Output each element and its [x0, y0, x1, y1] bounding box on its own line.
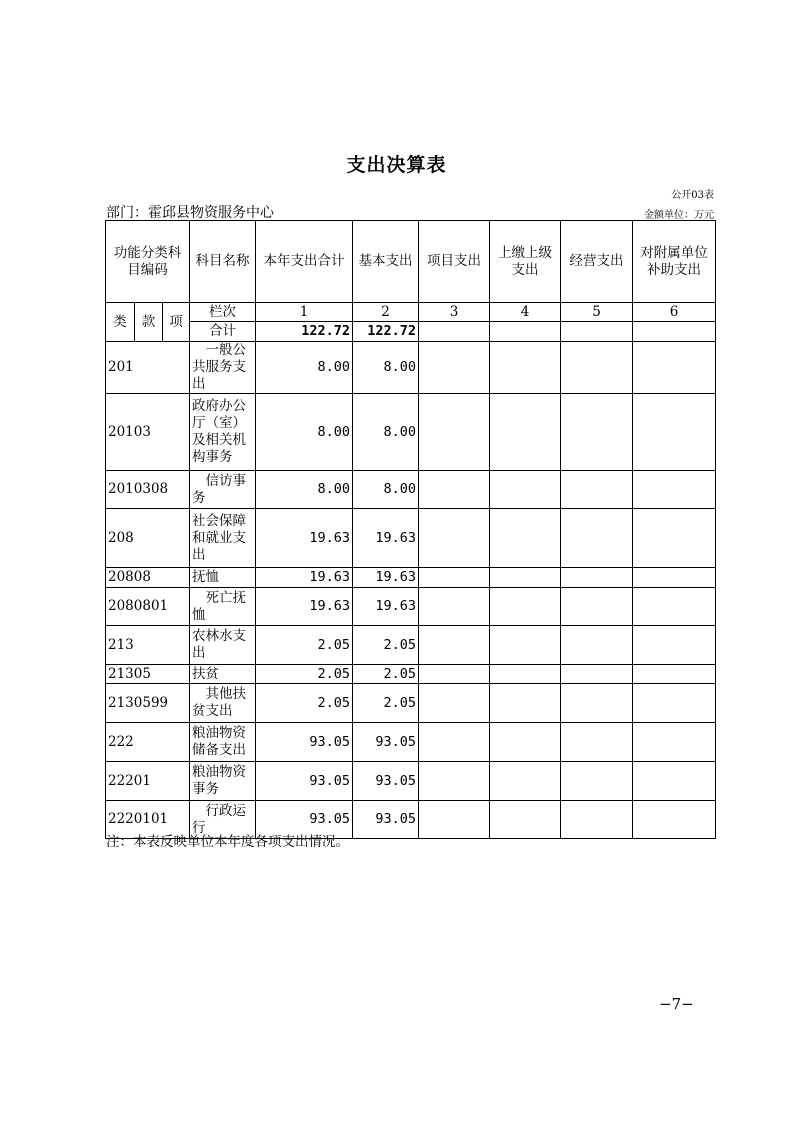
row-total: 93.05: [256, 801, 353, 839]
header-lei: 类: [106, 303, 135, 342]
table-row: [106, 762, 716, 801]
table-row: [106, 723, 716, 762]
amount-unit-label: 金额单位：万元: [644, 210, 714, 221]
row-basic: 93.05: [353, 723, 419, 762]
page-number: −7−: [659, 995, 694, 1013]
row-basic: 93.05: [353, 801, 419, 839]
row-name: 粮油物资储备支出: [190, 723, 256, 762]
row-basic: 19.63: [353, 568, 419, 588]
row-name: 其他扶贫支出: [190, 684, 256, 723]
row-code: 2010308: [106, 471, 190, 509]
row-total: 2.05: [256, 665, 353, 684]
col-index-3: 3: [419, 303, 490, 322]
row-basic: 8.00: [353, 471, 419, 509]
header-xiang: 项: [163, 303, 190, 342]
row-total: 8.00: [256, 342, 353, 394]
row-total: 8.00: [256, 394, 353, 471]
header-code: 功能分类科目编码: [106, 221, 190, 303]
header-project: 项目支出: [419, 221, 490, 303]
row-basic: 2.05: [353, 665, 419, 684]
header-subsidy: 对附属单位补助支出: [633, 221, 716, 303]
row-name: 农林水支出: [190, 626, 256, 665]
header-business: 经营支出: [561, 221, 633, 303]
form-number: 公开03表: [671, 190, 714, 201]
row-code: 222: [106, 723, 190, 762]
row-name: 死亡抚恤: [190, 588, 256, 626]
table-row: [106, 509, 716, 568]
row-basic: 2.05: [353, 684, 419, 723]
header-lanci: 栏次: [190, 303, 256, 322]
row-code: 20103: [106, 394, 190, 471]
row-total: 19.63: [256, 568, 353, 588]
row-basic: 2.05: [353, 626, 419, 665]
row-basic: 19.63: [353, 509, 419, 568]
row-total: 19.63: [256, 509, 353, 568]
row-code: 2220101: [106, 801, 190, 839]
table-row: [106, 588, 716, 626]
table-row: [106, 394, 716, 471]
row-total: 93.05: [256, 723, 353, 762]
row-basic: 8.00: [353, 394, 419, 471]
col-index-6: 6: [633, 303, 716, 322]
page-title: 支出决算表: [346, 154, 447, 176]
row-basic: 8.00: [353, 342, 419, 394]
column-index-row: [106, 303, 716, 322]
total-amount: 122.72: [256, 322, 353, 342]
header-name: 科目名称: [190, 221, 256, 303]
row-name: 政府办公厅（室）及相关机构事务: [190, 394, 256, 471]
row-name: 扶贫: [190, 665, 256, 684]
header-total: 本年支出合计: [256, 221, 353, 303]
row-code: 22201: [106, 762, 190, 801]
row-total: 19.63: [256, 588, 353, 626]
expenditure-table: [105, 220, 716, 839]
col-index-5: 5: [561, 303, 633, 322]
row-name: 粮油物资事务: [190, 762, 256, 801]
row-total: 2.05: [256, 684, 353, 723]
header-kuan: 款: [135, 303, 163, 342]
row-code: 208: [106, 509, 190, 568]
header-basic: 基本支出: [353, 221, 419, 303]
row-total: 2.05: [256, 626, 353, 665]
table-row: [106, 665, 716, 684]
row-code: 213: [106, 626, 190, 665]
table-row: [106, 684, 716, 723]
total-basic: 122.72: [353, 322, 419, 342]
row-code: 2130599: [106, 684, 190, 723]
row-code: 201: [106, 342, 190, 394]
col-index-1: 1: [256, 303, 353, 322]
table-note: 注：本表反映单位本年度各项支出情况。: [106, 834, 349, 850]
header-upper: 上缴上级支出: [490, 221, 561, 303]
row-name: 行政运行: [190, 801, 256, 839]
row-name: 抚恤: [190, 568, 256, 588]
table-row: [106, 471, 716, 509]
total-row: [106, 322, 716, 342]
row-basic: 93.05: [353, 762, 419, 801]
row-code: 2080801: [106, 588, 190, 626]
table-row: [106, 568, 716, 588]
row-basic: 19.63: [353, 588, 419, 626]
row-total: 93.05: [256, 762, 353, 801]
row-name: 一般公共服务支出: [190, 342, 256, 394]
col-index-2: 2: [353, 303, 419, 322]
row-name: 信访事务: [190, 471, 256, 509]
table-row: [106, 342, 716, 394]
header-row: [106, 221, 716, 303]
table-row: [106, 626, 716, 665]
col-index-4: 4: [490, 303, 561, 322]
row-code: 21305: [106, 665, 190, 684]
total-label: 合计: [190, 322, 256, 342]
row-total: 8.00: [256, 471, 353, 509]
row-code: 20808: [106, 568, 190, 588]
department-label: 部门：霍邱县物资服务中心: [106, 205, 274, 221]
row-name: 社会保障和就业支出: [190, 509, 256, 568]
